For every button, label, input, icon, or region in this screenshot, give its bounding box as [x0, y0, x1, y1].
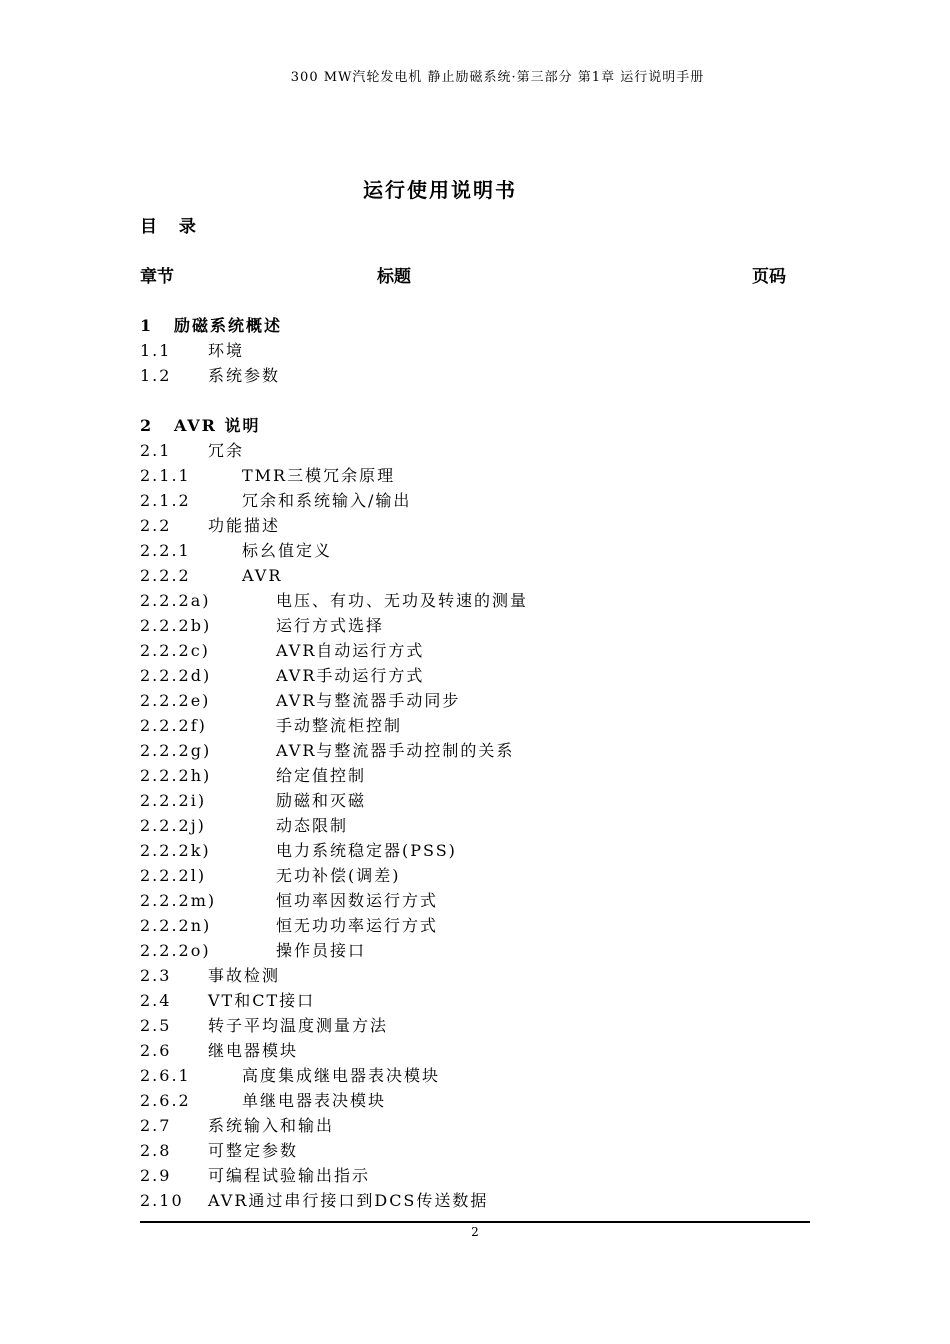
toc-entry-number: 2.2.2e): [140, 691, 211, 710]
column-header-title: 标题: [377, 267, 411, 287]
toc-entry-title: 手动整流柜控制: [276, 716, 403, 735]
toc-entry-number: 2.9: [140, 1166, 172, 1185]
running-header: 300 MW汽轮发电机 静止励磁系统·第三部分 第1章 运行说明手册: [290, 70, 705, 85]
toc-entry-title: 标幺值定义: [242, 541, 333, 560]
toc-entry-title: AVR手动运行方式: [276, 666, 425, 685]
toc-entry-number: 2.2.2n): [140, 916, 212, 935]
document-title: 运行使用说明书: [363, 178, 517, 202]
toc-entry-number: 2.2.2o): [140, 941, 211, 960]
toc-entry-number: 2.6: [140, 1041, 172, 1060]
toc-label: 目 录: [140, 217, 204, 237]
toc-entry-title: 继电器模块: [208, 1041, 299, 1060]
toc-entry-title: 系统输入和输出: [208, 1116, 335, 1135]
column-header-section: 章节: [140, 267, 174, 287]
toc-entry-title: 可编程试验输出指示: [208, 1166, 371, 1185]
toc-entry-title: 恒无功功率运行方式: [276, 916, 439, 935]
toc-entry-title: 运行方式选择: [276, 616, 385, 635]
toc-entry-title: 转子平均温度测量方法: [208, 1016, 389, 1035]
toc-entry-number: 2.2.2g): [140, 741, 212, 760]
toc-entry-title: AVR: [242, 566, 283, 585]
toc-entry-number: 2.2.2j): [140, 816, 206, 835]
toc-entry-title: AVR与整流器手动同步: [276, 691, 461, 710]
toc-entry-number: 2.2.2m): [140, 891, 217, 910]
toc-entry-title: 恒功率因数运行方式: [276, 891, 439, 910]
toc-entry-number: 2.8: [140, 1141, 172, 1160]
toc-entry-title: 事故检测: [208, 966, 281, 985]
toc-entry-number: 2.2.2f): [140, 716, 207, 735]
toc-entry-number: 2.1.1: [140, 466, 191, 485]
toc-entry-title: 励磁系统概述: [174, 316, 283, 335]
toc-entry-number: 2.2.2k): [140, 841, 211, 860]
toc-entry-title: 冗余和系统输入/输出: [242, 491, 412, 510]
toc-entry-title: 无功补偿(调差): [276, 866, 401, 885]
toc-entry-number: 2.2.2i): [140, 791, 207, 810]
toc-entry-title: 可整定参数: [208, 1141, 299, 1160]
toc-entry-title: 单继电器表决模块: [242, 1091, 387, 1110]
toc-entry-title: 励磁和灭磁: [276, 791, 367, 810]
toc-entry-number: 1.2: [140, 366, 172, 385]
toc-entry-title: AVR与整流器手动控制的关系: [276, 741, 515, 760]
toc-entry-title: AVR 说明: [174, 416, 261, 435]
footer-rule: [140, 1221, 810, 1223]
toc-entry-number: 2.2.2c): [140, 641, 210, 660]
toc-entry-title: 电力系统稳定器(PSS): [276, 841, 457, 860]
toc-entry-title: 系统参数: [208, 366, 281, 385]
toc-entry-number: 2.2.2a): [140, 591, 211, 610]
toc-entry-number: 2.2.2h): [140, 766, 212, 785]
toc-entry-title: AVR自动运行方式: [276, 641, 425, 660]
toc-entry-number: 2.2.2: [140, 566, 191, 585]
toc-entry-number: 2.6.2: [140, 1091, 191, 1110]
toc-entry-number: 2.2.2d): [140, 666, 212, 685]
toc-entry-number: 2.2: [140, 516, 172, 535]
toc-entry-number: 2.2.2l): [140, 866, 207, 885]
toc-entry-number: 2.5: [140, 1016, 172, 1035]
toc-entry-title: 动态限制: [276, 816, 349, 835]
toc-entry-title: 冗余: [208, 441, 245, 460]
toc-entry-number: 2.2.2b): [140, 616, 212, 635]
toc-entry-number: 1.1: [140, 341, 172, 360]
column-header-page: 页码: [752, 267, 786, 287]
toc-entry-number: 2.3: [140, 966, 172, 985]
toc-entry-title: 环境: [208, 341, 245, 360]
page-number: 2: [471, 1225, 479, 1239]
toc-entry-number: 1: [140, 316, 154, 335]
toc-entry-title: 电压、有功、无功及转速的测量: [276, 591, 529, 610]
toc-entry-title: AVR通过串行接口到DCS传送数据: [208, 1191, 489, 1210]
toc-entry-title: TMR三模冗余原理: [242, 466, 396, 485]
toc-entry-number: 2.2.1: [140, 541, 191, 560]
toc-entry-number: 2.1: [140, 441, 172, 460]
toc-entry-title: VT和CT接口: [208, 991, 316, 1010]
toc-entry-number: 2.1.2: [140, 491, 191, 510]
toc-entry-number: 2.10: [140, 1191, 184, 1210]
toc-entry-number: 2.7: [140, 1116, 172, 1135]
toc-entry-title: 操作员接口: [276, 941, 367, 960]
toc-entry-title: 高度集成继电器表决模块: [242, 1066, 441, 1085]
toc-entry-number: 2: [140, 416, 154, 435]
toc-entry-number: 2.4: [140, 991, 172, 1010]
toc-entry-number: 2.6.1: [140, 1066, 191, 1085]
toc-entry-title: 给定值控制: [276, 766, 367, 785]
toc-entry-title: 功能描述: [208, 516, 281, 535]
